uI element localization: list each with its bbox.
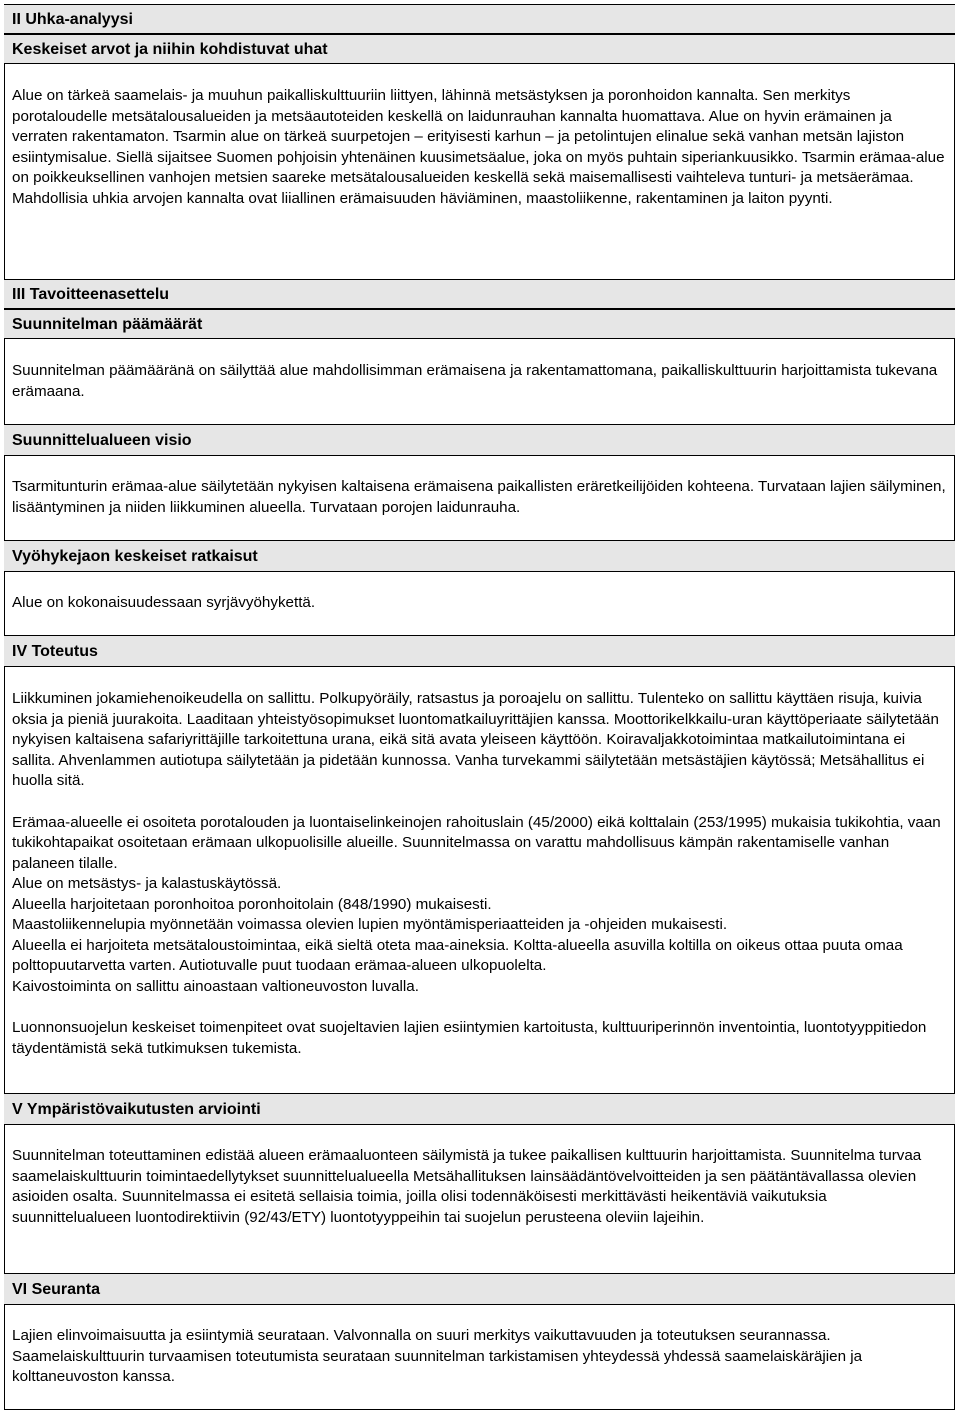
subsection-heading: Keskeiset arvot ja niihin kohdistuvat uhat <box>4 34 955 64</box>
paragraph-text: Suunnitelman päämääränä on säilyttää alue mahdollisimman erämaisena ja rakentamattomana, paikalliskulttuurin harjoittamista tukevana erämaana. <box>12 362 938 400</box>
section-heading: II Uhka-analyysi <box>4 4 955 34</box>
implementation-text <box>12 689 948 1059</box>
paragraph-text: Alue on tärkeä saamelais- ja muuhun paikalliskulttuuriin liittyen, lähinnä metsästyksen ja poronhoidon kannalta. Sen merkitys porotaloudelle metsätalousalueiden ja metsäautoteiden keskellä on laidunrauhan kannalta huomattava. Alue on hyvin erämainen ja verraten rakentamaton. Tsarmin alue on tärkeä suurpetojen – erityisesti karhun – ja petolintujen elinalue sekä vanhan metsän lajiston esiintymisalue. Siellä sijaitsee Suomen pohjoisin yhtenäinen kuusimetsäalue, joka on myös puhtain siperiankuusikko. Tsarmin erämaa-alue on poikkeuksellinen vanhojen metsien saareke metsätalousalueiden keskellä sekä maisemallisesti vaihteleva tunturi- ja metsäerämaa. Mahdollisia uhkia arvojen kannalta ovat liiallinen erämaisuuden häviäminen, maastoliikenne, rakentaminen ja laiton pyynti. <box>12 87 945 207</box>
paragraph-text: Suunnitelman toteuttaminen edistää alueen erämaaluonteen säilymistä ja tukee paikallisen kulttuurin harjoittamista. Suunnitelma turvaa saamelaiskulttuurin toimintaedellytykset suunnittelualueella Metsähallituksen lainsäädäntövelvoitteiden ja sen päätäntävallassa olevien asioiden osalta. Suunnitelmassa ei esitetä sellaisia toimia, joilla olisi todennäköisesti merkittävästi heikentäviä vaikutuksia suunnittelualueen luontodirektiivin (92/43/ETY) luontotyyppeihin tai suojelun perusteena oleviin lajeihin. <box>12 1147 922 1226</box>
section-heading: VI Seuranta <box>4 1273 955 1305</box>
vision-paragraph <box>12 477 948 518</box>
paragraph-line: Erämaa-alueelle ei osoiteta porotalouden ja luontaiselinkeinojen rahoituslain (45/2000) eikä kolttalain (253/1995) mukaisia tukikohtia, vaan tukikohtapaikat osoitetaan erämaan ulkopuolisille alueille. Suunnitelmassa on varattu mahdollisuus kämpän rakentamiselle vanhan palaneen tilalle. <box>12 813 941 872</box>
paragraph-text: Luonnonsuojelun keskeiset toimenpiteet ovat suojeltavien lajien esiintymien kartoitusta, kulttuuriperinnön inventointia, luontotyyppitiedon täydentämistä sekä tutkimuksen tukemista. <box>12 1019 927 1057</box>
section-heading: V Ympäristövaikutusten arviointi <box>4 1093 955 1125</box>
paragraph-text: Alue on kokonaisuudessaan syrjävyöhykettä. <box>12 594 316 611</box>
paragraph-text: Tsarmitunturin erämaa-alue säilytetään nykyisen kaltaisena erämaisena paikallisten eräretkeilijöiden kohteena. Turvataan lajien säilyminen, lisääntyminen ja niiden liikkuminen alueella. Turvataan porojen laidunrauha. <box>12 478 946 516</box>
impact-paragraph <box>12 1146 948 1228</box>
subsection-heading: Suunnitelman päämäärät <box>4 309 955 339</box>
paragraph-text: Lajien elinvoimaisuutta ja esiintymiä seurataan. Valvonnalla on suuri merkitys vaikuttavuuden ja toteutuksen seurannassa. Saamelaiskulttuurin turvaamisen toteutumista seurataan suunnitelman tarkistamisen yhteydessä yhdessä saamelaiskäräjien ja kolttaneuvoston kanssa. <box>12 1327 863 1385</box>
subsection-heading: Suunnittelualueen visio <box>4 424 955 456</box>
goals-paragraph <box>12 361 948 402</box>
paragraph-line: Alueella harjoitetaan poronhoitoa poronhoitolain (848/1990) mukaisesti. <box>12 895 492 913</box>
paragraph-text: Liikkuminen jokamiehenoikeudella on sallittu. Polkupyöräily, ratsastus ja poroajelu on sallittu. Tulenteko on sallittu käyttäen risuja, kuivia oksia ja pieniä juurakoita. Laaditaan yhteistyösopimukset luontomatkailuyrittäjien kanssa. Moottorikelkkailu-uran käyttöperiaate säilytetään nykyisen kaltaisena safariyrittäjille tarkoitettuna urana, eikä sitä avata yleiseen käyttöön. Koiravaljakkotoimintaa matkailutoimintana ei sallita. Ahvenlammen autiotupa säilytetään ja pidetään kunnossa. Vanha turvekammi säilytetään metsästäjien käytössä; Metsähallitus ei huolla sitä. <box>12 690 939 789</box>
threats-paragraph <box>12 86 948 209</box>
paragraph-line: Kaivostoiminta on sallittu ainoastaan valtioneuvoston luvalla. <box>12 977 419 995</box>
paragraph-line: Maastoliikennelupia myönnetään voimassa olevien lupien myöntämisperiaatteiden ja -ohjeiden mukaisesti. <box>12 916 728 933</box>
section-heading: IV Toteutus <box>4 635 955 667</box>
zoning-paragraph <box>12 593 948 614</box>
section-heading: III Tavoitteenasettelu <box>4 279 955 309</box>
paragraph-line: Alue on metsästys- ja kalastuskäytössä. <box>12 875 282 892</box>
monitoring-paragraph <box>12 1326 948 1388</box>
paragraph-line: Alueella ei harjoiteta metsätaloustoimintaa, eikä sieltä oteta maa-aineksia. Koltta-alueella asuvilla koltilla on oikeus ottaa puuta omaa polttopuutarvetta varten. Autiotuvalle puut tuodaan erämaa-alueen ulkopuolelta. <box>12 936 903 974</box>
subsection-heading: Vyöhykejaon keskeiset ratkaisut <box>4 540 955 572</box>
